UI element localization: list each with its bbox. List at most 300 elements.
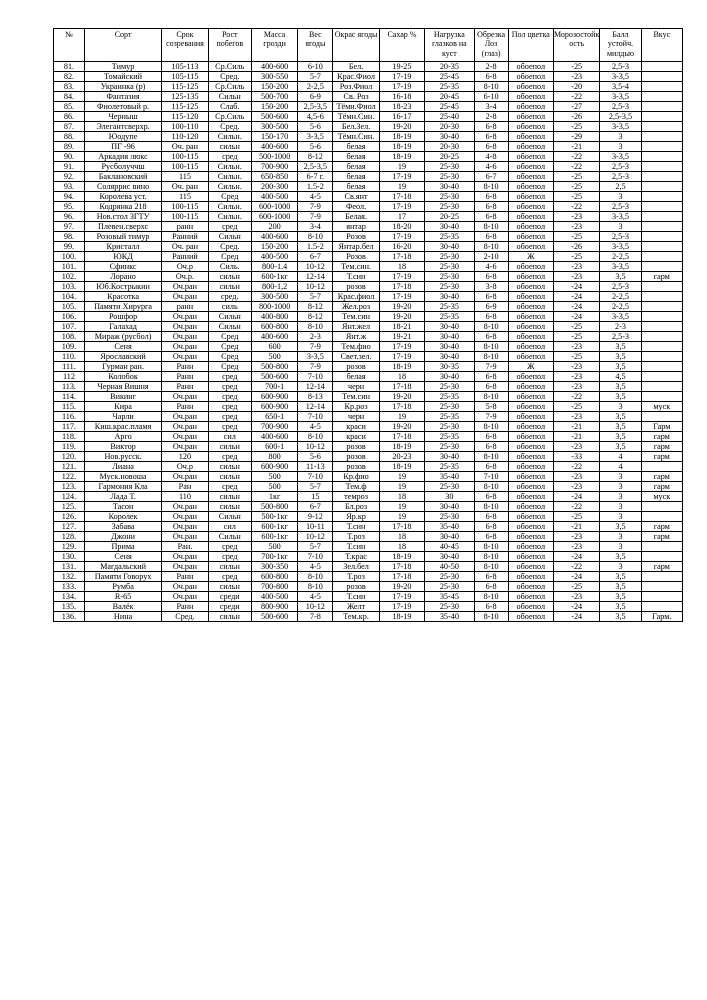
- cell-pruning: 2-10: [474, 252, 508, 262]
- cell-flower-sex: обоепол: [508, 502, 553, 512]
- cell-berry-color: Желт: [333, 602, 379, 612]
- cell-bud-load: 30-40: [425, 222, 474, 232]
- cell-ripening: 115: [162, 172, 208, 182]
- cell-frost-resistance: -24: [553, 552, 599, 562]
- cell-frost-resistance: -22: [553, 462, 599, 472]
- header-taste: Вкус: [641, 29, 682, 62]
- cell-variety: Памяти Хирурга: [84, 302, 161, 312]
- cell-berry-weight: 2,5-3,5: [298, 102, 333, 112]
- table-row: [54, 572, 683, 582]
- cell-frost-resistance: -24: [553, 612, 599, 622]
- cell-frost-resistance: -24: [553, 602, 599, 612]
- cell-number: 136.: [54, 612, 85, 622]
- cell-berry-color: Т.син: [333, 522, 379, 532]
- cell-bud-load: 25-30: [425, 402, 474, 412]
- cell-cluster-mass: 400-600: [251, 142, 297, 152]
- cell-ripening: Ран.: [162, 542, 208, 552]
- cell-berry-weight: 6-9: [298, 92, 333, 102]
- cell-number: 89.: [54, 142, 85, 152]
- cell-number: 86.: [54, 112, 85, 122]
- cell-flower-sex: обоепол: [508, 152, 553, 162]
- cell-berry-weight: 7-8: [298, 612, 333, 622]
- table-row: [54, 552, 683, 562]
- cell-bud-load: 30-40: [425, 332, 474, 342]
- cell-cluster-mass: 500: [251, 352, 297, 362]
- cell-frost-resistance: -23: [553, 222, 599, 232]
- cell-flower-sex: обоепол: [508, 582, 553, 592]
- cell-number: 99.: [54, 242, 85, 252]
- cell-bud-load: 25-35: [425, 302, 474, 312]
- cell-berry-color: розов: [333, 442, 379, 452]
- cell-ripening: Оч.ран: [162, 432, 208, 442]
- cell-shoot-growth: сред: [208, 542, 251, 552]
- cell-frost-resistance: -22: [553, 392, 599, 402]
- cell-frost-resistance: -24: [553, 302, 599, 312]
- cell-sugar: 19-20: [379, 392, 424, 402]
- cell-bud-load: 30-40: [425, 342, 474, 352]
- cell-variety: Муск.новоша: [84, 472, 161, 482]
- cell-frost-resistance: -25: [553, 192, 599, 202]
- cell-taste: [641, 392, 682, 402]
- cell-sugar: 19-20: [379, 302, 424, 312]
- cell-shoot-growth: Силь.: [208, 262, 251, 272]
- cell-frost-resistance: -22: [553, 562, 599, 572]
- cell-berry-color: розов: [333, 462, 379, 472]
- cell-sugar: 17-19: [379, 172, 424, 182]
- cell-bud-load: 20-25: [425, 212, 474, 222]
- cell-berry-color: Тёмн.Син.: [333, 112, 379, 122]
- header-sugar: Сахар %: [379, 29, 424, 62]
- cell-cluster-mass: 600-1000: [251, 202, 297, 212]
- cell-ripening: Оч.ран: [162, 422, 208, 432]
- cell-cluster-mass: 600-900: [251, 402, 297, 412]
- cell-shoot-growth: Сильн.: [208, 132, 251, 142]
- cell-sugar: 17-19: [379, 602, 424, 612]
- cell-variety: Сеня: [84, 552, 161, 562]
- cell-variety: Джони: [84, 532, 161, 542]
- cell-berry-color: белая: [333, 372, 379, 382]
- cell-berry-weight: 6-7: [298, 252, 333, 262]
- cell-sugar: 17-19: [379, 72, 424, 82]
- cell-cluster-mass: 800: [251, 452, 297, 462]
- cell-frost-resistance: -22: [553, 202, 599, 212]
- cell-bud-load: 25-30: [425, 272, 474, 282]
- cell-shoot-growth: сильн: [208, 442, 251, 452]
- cell-taste: муск: [641, 402, 682, 412]
- cell-mildew-score: 3,5: [600, 442, 641, 452]
- cell-taste: [641, 362, 682, 372]
- cell-pruning: 6-8: [474, 272, 508, 282]
- cell-ripening: Оч.ран: [162, 532, 208, 542]
- cell-mildew-score: 2-3: [600, 322, 641, 332]
- cell-taste: [641, 192, 682, 202]
- cell-berry-color: Кр.роз: [333, 402, 379, 412]
- cell-berry-color: Свет.зел.: [333, 352, 379, 362]
- cell-sugar: 18-19: [379, 462, 424, 472]
- cell-cluster-mass: 400-600: [251, 432, 297, 442]
- cell-variety: Арго: [84, 432, 161, 442]
- cell-frost-resistance: -23: [553, 372, 599, 382]
- cell-variety: ЮКД: [84, 252, 161, 262]
- cell-frost-resistance: -26: [553, 242, 599, 252]
- cell-variety: Баклановский: [84, 172, 161, 182]
- cell-berry-color: черн: [333, 382, 379, 392]
- cell-bud-load: 25-30: [425, 582, 474, 592]
- cell-ripening: Оч.р.: [162, 272, 208, 282]
- cell-berry-weight: 5-7: [298, 72, 333, 82]
- cell-variety: Королева уст.: [84, 192, 161, 202]
- cell-bud-load: 25-35: [425, 392, 474, 402]
- table-row: [54, 592, 683, 602]
- cell-number: 133.: [54, 582, 85, 592]
- cell-cluster-mass: 400-800: [251, 312, 297, 322]
- cell-cluster-mass: 800-1,2: [251, 282, 297, 292]
- cell-mildew-score: 2,5-3: [600, 62, 641, 72]
- cell-berry-weight: 8-12: [298, 312, 333, 322]
- cell-pruning: 8-10: [474, 592, 508, 602]
- cell-shoot-growth: сред: [208, 572, 251, 582]
- cell-ripening: 110: [162, 492, 208, 502]
- cell-frost-resistance: -20: [553, 82, 599, 92]
- cell-ripening: Оч.ран: [162, 292, 208, 302]
- cell-number: 92.: [54, 172, 85, 182]
- cell-mildew-score: 2,5-3: [600, 332, 641, 342]
- cell-bud-load: 30: [425, 492, 474, 502]
- cell-variety: Кристалл: [84, 242, 161, 252]
- cell-mildew-score: 3: [600, 142, 641, 152]
- cell-berry-weight: 2,5-3,5: [298, 162, 333, 172]
- cell-berry-color: Белая.: [333, 212, 379, 222]
- cell-number: 84.: [54, 92, 85, 102]
- cell-cluster-mass: 500-800: [251, 502, 297, 512]
- cell-berry-weight: 6-7 г.: [298, 172, 333, 182]
- cell-ripening: Оч.ран: [162, 522, 208, 532]
- cell-variety: R-65: [84, 592, 161, 602]
- cell-mildew-score: 2,5-3: [600, 172, 641, 182]
- cell-ripening: Оч.ран: [162, 502, 208, 512]
- cell-berry-color: розов: [333, 282, 379, 292]
- cell-mildew-score: 3,5: [600, 422, 641, 432]
- table-row: [54, 352, 683, 362]
- cell-frost-resistance: -24: [553, 282, 599, 292]
- cell-taste: гарм: [641, 432, 682, 442]
- cell-berry-color: Крас.фиол: [333, 292, 379, 302]
- cell-berry-color: белая: [333, 172, 379, 182]
- cell-number: 104.: [54, 292, 85, 302]
- cell-variety: Гурман ран.: [84, 362, 161, 372]
- cell-number: 109.: [54, 342, 85, 352]
- cell-berry-color: Розов: [333, 232, 379, 242]
- cell-pruning: 8-10: [474, 542, 508, 552]
- cell-frost-resistance: -22: [553, 92, 599, 102]
- cell-taste: гарм: [641, 482, 682, 492]
- table-row: [54, 222, 683, 232]
- cell-cluster-mass: 300-500: [251, 292, 297, 302]
- cell-ripening: Ранний: [162, 252, 208, 262]
- cell-variety: Киш.крас.пламя: [84, 422, 161, 432]
- cell-sugar: 20-23: [379, 452, 424, 462]
- cell-mildew-score: 3,5: [600, 522, 641, 532]
- cell-pruning: 6-8: [474, 122, 508, 132]
- cell-ripening: 115-125: [162, 102, 208, 112]
- cell-ripening: Оч.р: [162, 462, 208, 472]
- cell-cluster-mass: 500: [251, 542, 297, 552]
- cell-number: 83.: [54, 82, 85, 92]
- cell-berry-color: Бел.: [333, 62, 379, 72]
- table-row: [54, 252, 683, 262]
- cell-flower-sex: обоепол: [508, 352, 553, 362]
- cell-variety: Нина: [84, 612, 161, 622]
- cell-shoot-growth: Сильн: [208, 232, 251, 242]
- cell-taste: гарм: [641, 442, 682, 452]
- cell-cluster-mass: 500-1000: [251, 152, 297, 162]
- cell-taste: [641, 572, 682, 582]
- cell-bud-load: 25-40: [425, 112, 474, 122]
- cell-taste: [641, 122, 682, 132]
- cell-mildew-score: 3: [600, 562, 641, 572]
- cell-bud-load: 25-35: [425, 412, 474, 422]
- cell-ripening: Оч. ран: [162, 142, 208, 152]
- cell-variety: Юб.Кострыкин: [84, 282, 161, 292]
- cell-variety: Магдальский: [84, 562, 161, 572]
- table-row: [54, 372, 683, 382]
- cell-mildew-score: 3: [600, 502, 641, 512]
- cell-ripening: ранн: [162, 302, 208, 312]
- table-row: [54, 282, 683, 292]
- cell-berry-weight: 1.5-2: [298, 242, 333, 252]
- table-row: [54, 432, 683, 442]
- cell-taste: [641, 382, 682, 392]
- cell-variety: ПГ -96: [84, 142, 161, 152]
- cell-shoot-growth: Сильн: [208, 512, 251, 522]
- cell-cluster-mass: 500-700: [251, 92, 297, 102]
- cell-number: 113.: [54, 382, 85, 392]
- cell-pruning: 8-10: [474, 422, 508, 432]
- cell-frost-resistance: -23: [553, 532, 599, 542]
- cell-berry-color: Св.янт: [333, 192, 379, 202]
- cell-berry-color: белая: [333, 162, 379, 172]
- cell-cluster-mass: 800-900: [251, 602, 297, 612]
- cell-flower-sex: обоепол: [508, 182, 553, 192]
- header-shoot-growth: Рост побегов: [208, 29, 251, 62]
- cell-shoot-growth: сильн: [208, 462, 251, 472]
- cell-flower-sex: обоепол: [508, 392, 553, 402]
- header-bud-load: Нагрузка глазков на куст: [425, 29, 474, 62]
- cell-taste: [641, 62, 682, 72]
- cell-cluster-mass: 300-500: [251, 122, 297, 132]
- cell-number: 110.: [54, 352, 85, 362]
- table-row: [54, 482, 683, 492]
- cell-bud-load: 25-30: [425, 382, 474, 392]
- cell-sugar: 18: [379, 492, 424, 502]
- cell-berry-color: розов: [333, 362, 379, 372]
- cell-frost-resistance: -24: [553, 292, 599, 302]
- cell-berry-color: Тем.кр.: [333, 612, 379, 622]
- cell-flower-sex: обоепол: [508, 492, 553, 502]
- table-row: [54, 232, 683, 242]
- cell-shoot-growth: сильн: [208, 272, 251, 282]
- cell-frost-resistance: -25: [553, 332, 599, 342]
- cell-flower-sex: обоепол: [508, 272, 553, 282]
- cell-ripening: 125-135: [162, 92, 208, 102]
- cell-taste: [641, 152, 682, 162]
- cell-taste: [641, 342, 682, 352]
- cell-flower-sex: обоепол: [508, 262, 553, 272]
- header-berry-weight: Вес ягоды: [298, 29, 333, 62]
- cell-number: 117.: [54, 422, 85, 432]
- cell-taste: [641, 332, 682, 342]
- cell-bud-load: 40-50: [425, 562, 474, 572]
- cell-bud-load: 25-35: [425, 232, 474, 242]
- cell-pruning: 6-8: [474, 142, 508, 152]
- cell-pruning: 8-10: [474, 552, 508, 562]
- cell-mildew-score: 3,5: [600, 432, 641, 442]
- cell-berry-color: Розов: [333, 252, 379, 262]
- cell-pruning: 8-10: [474, 222, 508, 232]
- cell-taste: [641, 582, 682, 592]
- cell-mildew-score: 3-3,5: [600, 72, 641, 82]
- cell-ripening: Оч.ран: [162, 442, 208, 452]
- cell-taste: гарм: [641, 272, 682, 282]
- cell-number: 87.: [54, 122, 85, 132]
- cell-flower-sex: Ж: [508, 362, 553, 372]
- cell-variety: Памяти Говорух: [84, 572, 161, 582]
- cell-ripening: Ранн: [162, 402, 208, 412]
- cell-shoot-growth: сред: [208, 392, 251, 402]
- cell-ripening: Ран: [162, 482, 208, 492]
- cell-pruning: 6-8: [474, 522, 508, 532]
- cell-taste: гарм: [641, 532, 682, 542]
- cell-cluster-mass: 1кг: [251, 492, 297, 502]
- cell-frost-resistance: -25: [553, 352, 599, 362]
- cell-taste: [641, 372, 682, 382]
- cell-cluster-mass: 500: [251, 472, 297, 482]
- cell-flower-sex: обоепол: [508, 592, 553, 602]
- cell-ripening: 120: [162, 452, 208, 462]
- cell-pruning: 6-8: [474, 192, 508, 202]
- cell-sugar: 18-19: [379, 152, 424, 162]
- cell-shoot-growth: Сред.: [208, 122, 251, 132]
- cell-mildew-score: 3: [600, 492, 641, 502]
- table-row: [54, 562, 683, 572]
- cell-ripening: Оч.ран: [162, 392, 208, 402]
- cell-cluster-mass: 600-1кг: [251, 522, 297, 532]
- cell-mildew-score: 2,5-3: [600, 102, 641, 112]
- cell-number: 101.: [54, 262, 85, 272]
- cell-pruning: 8-10: [474, 82, 508, 92]
- cell-berry-weight: 7-10: [298, 552, 333, 562]
- cell-berry-weight: 6-7: [298, 502, 333, 512]
- cell-variety: Аркадия люкс: [84, 152, 161, 162]
- table-row: [54, 332, 683, 342]
- cell-frost-resistance: -22: [553, 502, 599, 512]
- cell-cluster-mass: 400-600: [251, 232, 297, 242]
- cell-bud-load: 25-35: [425, 82, 474, 92]
- cell-variety: Виктор: [84, 442, 161, 452]
- table-row: [54, 442, 683, 452]
- cell-variety: Сеня: [84, 342, 161, 352]
- cell-pruning: 6-8: [474, 382, 508, 392]
- cell-sugar: 18-21: [379, 322, 424, 332]
- cell-ripening: Ранн: [162, 572, 208, 582]
- cell-shoot-growth: Ср.Силь: [208, 62, 251, 72]
- cell-frost-resistance: -24: [553, 492, 599, 502]
- cell-berry-color: Зел.бел: [333, 562, 379, 572]
- cell-mildew-score: 2,5-3,5: [600, 112, 641, 122]
- cell-number: 128.: [54, 532, 85, 542]
- cell-flower-sex: обоепол: [508, 142, 553, 152]
- table-row: [54, 242, 683, 252]
- cell-sugar: 19: [379, 472, 424, 482]
- cell-berry-weight: 5-7: [298, 542, 333, 552]
- cell-mildew-score: 3,5: [600, 592, 641, 602]
- cell-mildew-score: 2,5-3: [600, 162, 641, 172]
- cell-frost-resistance: -23: [553, 342, 599, 352]
- cell-sugar: 18-19: [379, 132, 424, 142]
- cell-cluster-mass: 150-170: [251, 132, 297, 142]
- cell-variety: Ярославский: [84, 352, 161, 362]
- table-row: [54, 582, 683, 592]
- cell-cluster-mass: 700-900: [251, 162, 297, 172]
- cell-pruning: 6-8: [474, 202, 508, 212]
- cell-sugar: 18: [379, 262, 424, 272]
- table-row: [54, 612, 683, 622]
- cell-bud-load: 35-45: [425, 592, 474, 602]
- cell-taste: [641, 72, 682, 82]
- cell-ripening: Оч.ран: [162, 472, 208, 482]
- cell-pruning: 8-10: [474, 352, 508, 362]
- cell-number: 93.: [54, 182, 85, 192]
- cell-variety: Лада Т.: [84, 492, 161, 502]
- cell-bud-load: 30-40: [425, 132, 474, 142]
- cell-shoot-growth: Сред.: [208, 242, 251, 252]
- cell-sugar: 19-20: [379, 122, 424, 132]
- cell-shoot-growth: сред: [208, 552, 251, 562]
- table-row: [54, 62, 683, 72]
- cell-frost-resistance: -21: [553, 422, 599, 432]
- cell-berry-weight: 1.5-2: [298, 182, 333, 192]
- cell-berry-weight: 8-13: [298, 392, 333, 402]
- cell-number: 108.: [54, 332, 85, 342]
- cell-number: 130.: [54, 552, 85, 562]
- cell-variety: Розовый тимур: [84, 232, 161, 242]
- cell-flower-sex: обоепол: [508, 322, 553, 332]
- cell-number: 98.: [54, 232, 85, 242]
- table-row: [54, 92, 683, 102]
- cell-pruning: 6-8: [474, 232, 508, 242]
- cell-pruning: 4-6: [474, 162, 508, 172]
- cell-shoot-growth: Сильн: [208, 532, 251, 542]
- cell-sugar: 17-19: [379, 292, 424, 302]
- cell-variety: Черная Вишня: [84, 382, 161, 392]
- cell-frost-resistance: -23: [553, 412, 599, 422]
- table-row: [54, 492, 683, 502]
- cell-berry-weight: 10-12: [298, 262, 333, 272]
- cell-taste: Гарм: [641, 422, 682, 432]
- cell-flower-sex: обоепол: [508, 412, 553, 422]
- cell-taste: [641, 92, 682, 102]
- cell-frost-resistance: -23: [553, 272, 599, 282]
- cell-pruning: 8-10: [474, 182, 508, 192]
- table-row: [54, 522, 683, 532]
- cell-berry-weight: 10-12: [298, 442, 333, 452]
- cell-shoot-growth: Сред: [208, 352, 251, 362]
- cell-berry-color: Т.син: [333, 272, 379, 282]
- table-row: [54, 402, 683, 412]
- cell-ripening: ранн: [162, 222, 208, 232]
- cell-berry-color: Тёмн.Син.: [333, 132, 379, 142]
- cell-pruning: 6-7: [474, 172, 508, 182]
